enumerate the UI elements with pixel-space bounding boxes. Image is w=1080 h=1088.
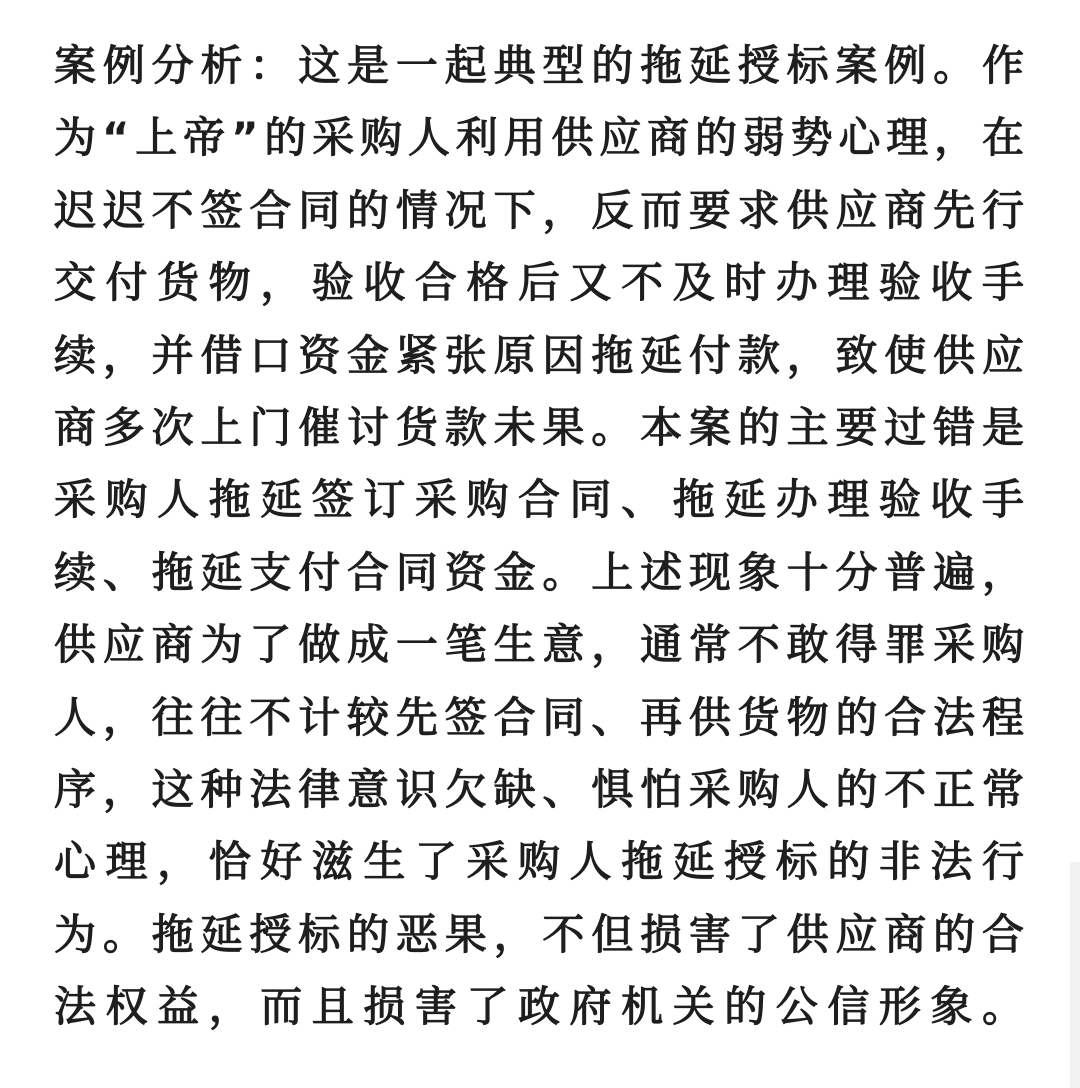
text-line: 心理，恰好滋生了采购人拖延授标的非法行 (54, 837, 1024, 887)
text-line: 案例分析：这是一起典型的拖延授标案例。作 (54, 41, 1024, 90)
text-line: 续、拖延支付合同资金。上述现象十分普遍， (54, 547, 1024, 597)
scrollbar-track[interactable] (1070, 862, 1080, 1088)
text-line: 续，并借口资金紧张原因拖延付款，致使供应 (54, 330, 1024, 380)
article-body (54, 30, 1034, 1043)
text-line: 采购人拖延签订采购合同、拖延办理验收手 (54, 475, 1024, 525)
text-line: 人，往往不计较先签合同、再供货物的合法程 (54, 692, 1024, 742)
text-line: 交付货物，验收合格后又不及时办理验收手 (54, 258, 1024, 308)
text-line: 供应商为了做成一笔生意，通常不敢得罪采购 (54, 620, 1024, 670)
text-line: 序，这种法律意识欠缺、惧怕采购人的不正常 (54, 764, 1024, 814)
text-line: 法权益，而且损害了政府机关的公信形象。 (54, 982, 1024, 1032)
text-line: 为。拖延授标的恶果，不但损害了供应商的合 (54, 909, 1024, 959)
text-line: 商多次上门催讨货款未果。本案的主要过错是 (54, 402, 1024, 452)
text-line: 迟迟不签合同的情况下，反而要求供应商先行 (54, 185, 1024, 235)
text-line: 为“上帝”的采购人利用供应商的弱势心理，在 (54, 113, 1024, 163)
